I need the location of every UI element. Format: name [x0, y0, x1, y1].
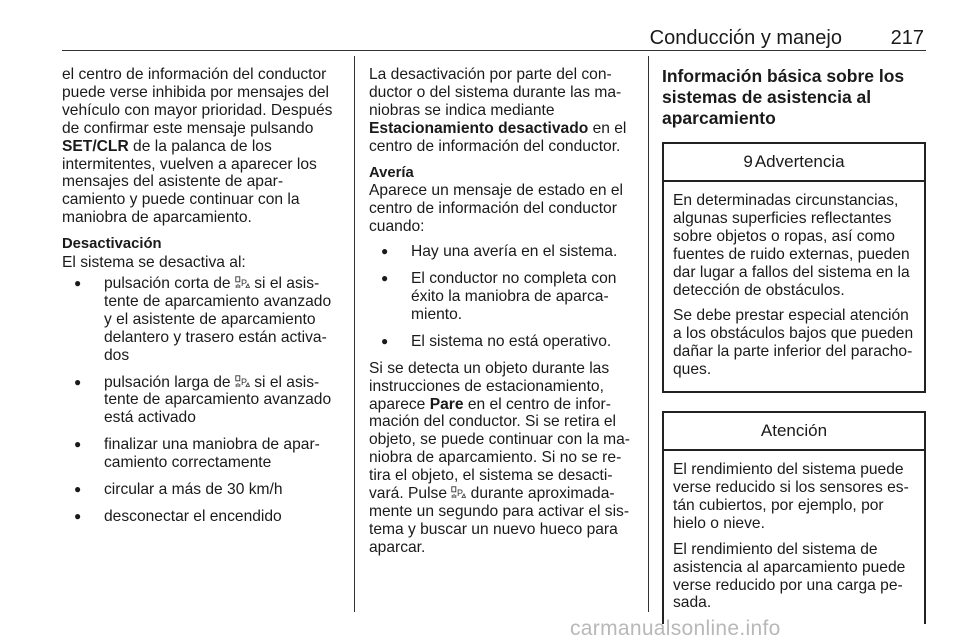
- list-item: ● finalizar una maniobra de aparcamiento correctamente: [62, 436, 340, 472]
- warning-body: [664, 182, 924, 391]
- column-3: [662, 66, 926, 642]
- deactivation-list: [62, 275, 340, 526]
- page-number: 217: [890, 27, 924, 49]
- caution-label: Atención: [760, 421, 828, 441]
- section-title: Conducción y manejo: [649, 27, 842, 49]
- header-divider: [62, 50, 926, 51]
- deactivation-indication-paragraph: La desactivación por parte del conductor o del sistema durante las maniobras se indica mediante Estacionamiento desactivado en el centro de información del conductor.: [369, 66, 627, 155]
- warning-triangle-icon: 9: [743, 152, 753, 172]
- deactivation-heading: Desactivación: [62, 236, 162, 253]
- parking-deactivated-label: Estacionamiento desactivado: [369, 119, 589, 137]
- warning-text-1: En determinadas circunstancias, algunas superficies reflectantes sobre objetos o ropas, así como fuentes de ruido externas, pueden dar lugar a fallos del sistema en la detección de obstáculos.: [673, 192, 910, 299]
- column-divider-1: [354, 56, 355, 612]
- caution-text-1: El rendimiento del sistema puede verse reducido si los sensores están cubiertos, por ejemplo, por hielo o nieve.: [673, 461, 909, 532]
- fault-heading: Avería: [369, 164, 414, 181]
- fault-lead: Aparece un mensaje de estado en el centro de información del conductor cuando:: [369, 182, 624, 236]
- list-item: ● El sistema no está operativo.: [369, 333, 633, 351]
- column-2: [369, 66, 633, 566]
- list-item: ● El conductor no completa con éxito la maniobra de aparcamiento.: [369, 270, 633, 324]
- list-item: ● pulsación corta de P si el asistente de aparcamiento avanzado y el asistente de aparcamiento delantero y trasero están activados: [62, 275, 340, 365]
- caution-text-2: El rendimiento del sistema de asistencia al aparcamiento puede verse reducido por una carga pesada.: [673, 540, 906, 612]
- svg-text:P: P: [240, 277, 247, 288]
- warning-label: Advertencia: [754, 152, 845, 172]
- warning-text-2: Se debe prestar especial atención a los obstáculos bajos que pueden dañar la parte inferior del parachoques.: [673, 307, 914, 379]
- caution-header: [664, 413, 924, 451]
- column-1: [62, 66, 340, 535]
- intro-paragraph: el centro de información del conductor puede verse inhibida por mensajes del vehículo con mayor prioridad. Después de confirmar este mensaje pulsando SET/CLR de la palanca de los intermitentes, vuelven a aparecer los mensajes del asistente de aparcamiento y puede continuar con la maniobra de aparcamiento.: [62, 66, 333, 227]
- parking-assist-icon: [451, 486, 466, 499]
- list-item: ● circular a más de 30 km/h: [62, 481, 340, 499]
- object-detected-paragraph: Si se detecta un objeto durante las instrucciones de estacionamiento, aparece Pare en el centro de información del conductor. Si se retira el objeto, se puede continuar con la maniobra de aparcamiento. Si no se retira el objeto, el sistema se desactivará. Pulse P durante aproximadamente un segundo para activar el sistema y buscar un nuevo hueco para aparcar.: [369, 359, 630, 556]
- deactivation-lead: El sistema se desactiva al:: [62, 254, 246, 272]
- caution-body: [664, 451, 924, 624]
- warning-box: [662, 142, 926, 393]
- stop-label: Pare: [429, 395, 464, 413]
- fault-list: [369, 243, 633, 351]
- page-header: [62, 27, 926, 51]
- parking-assist-icon: [235, 276, 250, 289]
- parking-assist-icon: [235, 375, 250, 388]
- set-clr-label: SET/CLR: [62, 137, 129, 155]
- parking-basics-title: Información básica sobre los sistemas de asistencia al aparcamiento: [662, 66, 905, 128]
- list-item: ● desconectar el encendido: [62, 508, 340, 526]
- column-divider-2: [648, 56, 649, 612]
- caution-box: [662, 411, 926, 624]
- list-item: ● Hay una avería en el sistema.: [369, 243, 633, 261]
- watermark: carmanualsonline.info: [570, 617, 781, 640]
- list-item: ● pulsación larga de P si el asistente de aparcamiento avanzado está activado: [62, 374, 340, 428]
- warning-header: [664, 144, 924, 182]
- svg-text:P: P: [457, 488, 464, 499]
- svg-text:P: P: [240, 376, 247, 387]
